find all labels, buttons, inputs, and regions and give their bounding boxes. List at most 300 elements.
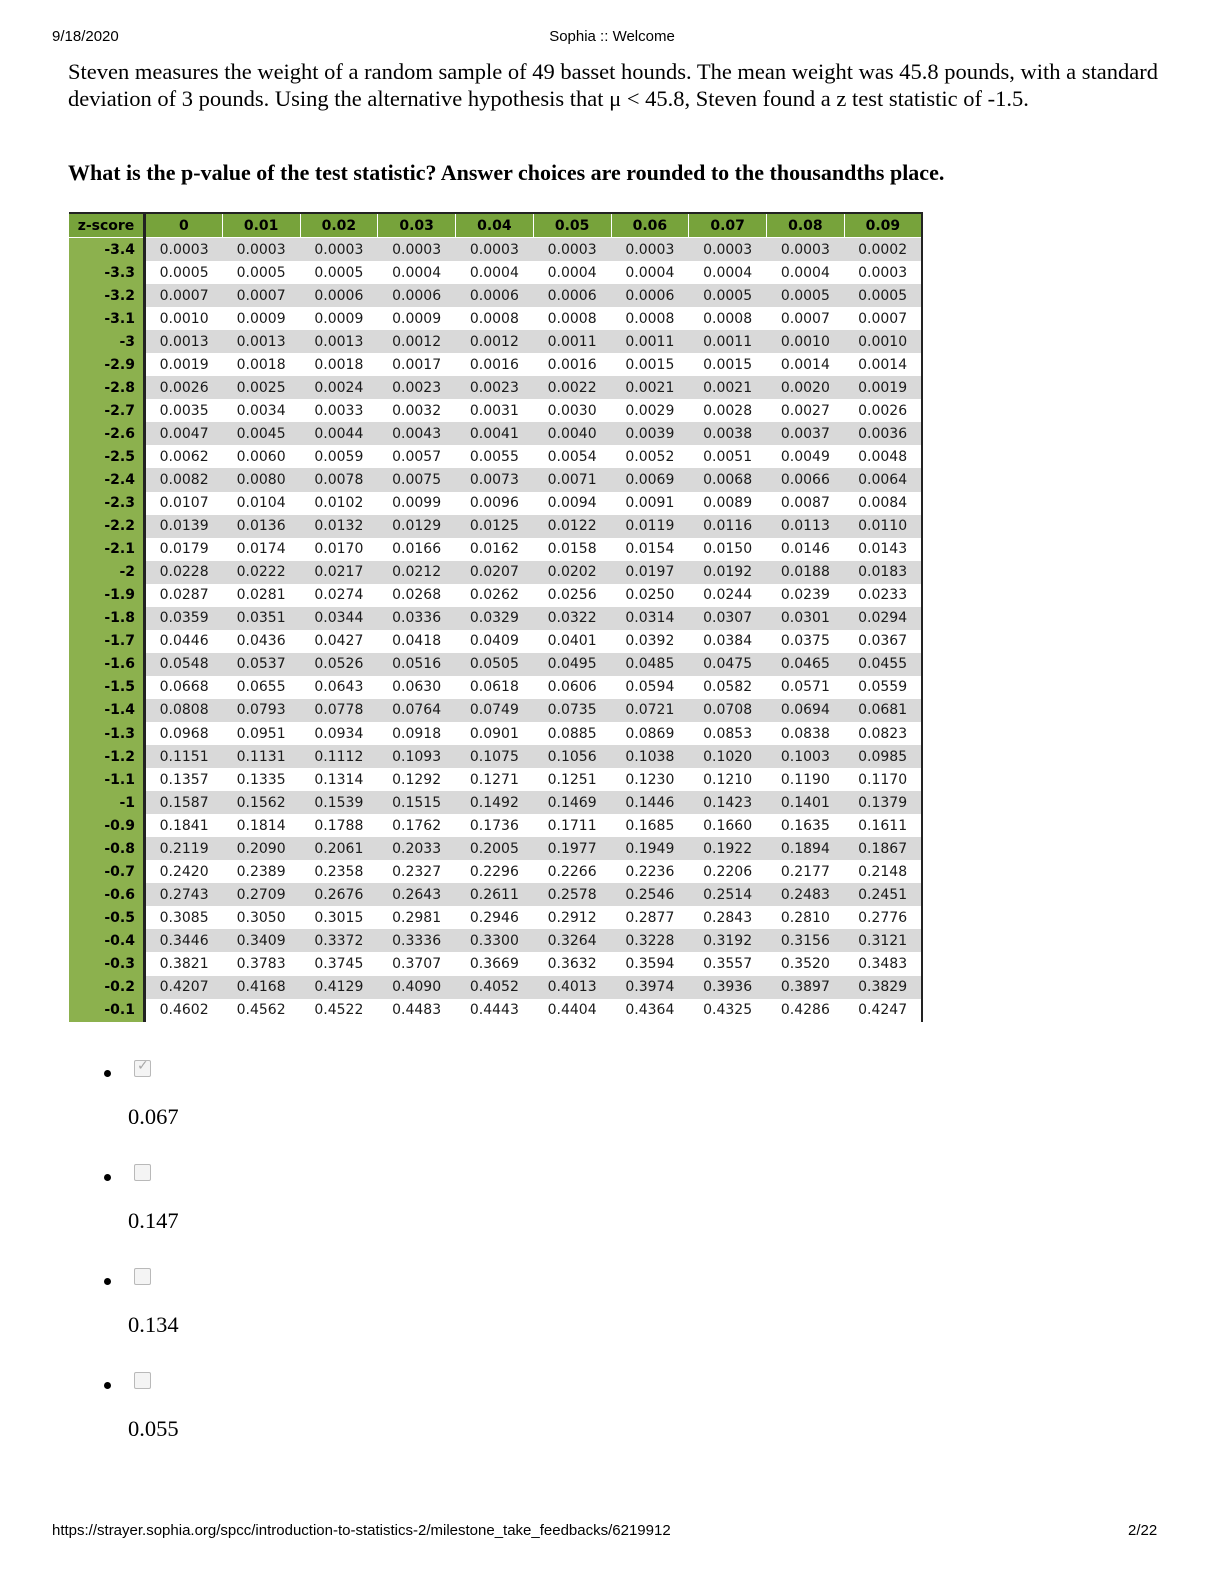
table-cell: 0.0228 xyxy=(145,561,223,584)
table-cell: 0.0015 xyxy=(689,353,767,376)
table-cell: 0.1762 xyxy=(378,814,456,837)
table-cell: 0.4404 xyxy=(533,999,611,1022)
table-cell: 0.0068 xyxy=(689,468,767,491)
table-cell: 0.0087 xyxy=(767,492,845,515)
table-cell: 0.0003 xyxy=(844,261,922,284)
table-cell: 0.3372 xyxy=(300,929,378,952)
table-cell: 0.0885 xyxy=(533,722,611,745)
table-cell: 0.0154 xyxy=(611,538,689,561)
table-cell: 0.0778 xyxy=(300,699,378,722)
table-cell: 0.0274 xyxy=(300,584,378,607)
row-header-zscore: -1 xyxy=(69,791,145,814)
table-cell: 0.0322 xyxy=(533,607,611,630)
table-cell: 0.2148 xyxy=(844,860,922,883)
table-cell: 0.3336 xyxy=(378,929,456,952)
table-cell: 0.3192 xyxy=(689,929,767,952)
table-cell: 0.0708 xyxy=(689,699,767,722)
table-cell: 0.1151 xyxy=(145,745,223,768)
table-cell: 0.0013 xyxy=(222,330,300,353)
row-header-zscore: -1.3 xyxy=(69,722,145,745)
table-cell: 0.0045 xyxy=(222,422,300,445)
table-cell: 0.0571 xyxy=(767,676,845,699)
table-cell: 0.0495 xyxy=(533,653,611,676)
print-date: 9/18/2020 xyxy=(52,28,119,45)
table-row xyxy=(69,584,922,607)
table-cell: 0.0031 xyxy=(456,399,534,422)
table-cell: 0.1660 xyxy=(689,814,767,837)
table-cell: 0.0024 xyxy=(300,376,378,399)
table-cell: 0.0004 xyxy=(611,261,689,284)
row-header-zscore: -2.8 xyxy=(69,376,145,399)
row-header-zscore: -1.4 xyxy=(69,699,145,722)
table-cell: 0.0968 xyxy=(145,722,223,745)
table-cell: 0.4443 xyxy=(456,999,534,1022)
table-cell: 0.0336 xyxy=(378,607,456,630)
table-cell: 0.0116 xyxy=(689,515,767,538)
table-cell: 0.1492 xyxy=(456,791,534,814)
row-header-zscore: -2 xyxy=(69,561,145,584)
table-cell: 0.0025 xyxy=(222,376,300,399)
table-cell: 0.0060 xyxy=(222,445,300,468)
table-cell: 0.2005 xyxy=(456,837,534,860)
table-cell: 0.4013 xyxy=(533,976,611,999)
table-cell: 0.0017 xyxy=(378,353,456,376)
row-header-zscore: -1.7 xyxy=(69,630,145,653)
table-cell: 0.0455 xyxy=(844,653,922,676)
table-cell: 0.1515 xyxy=(378,791,456,814)
table-cell: 0.0122 xyxy=(533,515,611,538)
table-cell: 0.0222 xyxy=(222,561,300,584)
table-cell: 0.0037 xyxy=(767,422,845,445)
table-cell: 0.4207 xyxy=(145,976,223,999)
table-cell: 0.0054 xyxy=(533,445,611,468)
table-cell: 0.1038 xyxy=(611,745,689,768)
table-cell: 0.0040 xyxy=(533,422,611,445)
table-cell: 0.0089 xyxy=(689,492,767,515)
table-cell: 0.0294 xyxy=(844,607,922,630)
table-cell: 0.0006 xyxy=(378,284,456,307)
table-cell: 0.2611 xyxy=(456,883,534,906)
table-cell: 0.0113 xyxy=(767,515,845,538)
table-cell: 0.0951 xyxy=(222,722,300,745)
table-cell: 0.0059 xyxy=(300,445,378,468)
table-cell: 0.0028 xyxy=(689,399,767,422)
table-cell: 0.0041 xyxy=(456,422,534,445)
row-header-zscore: -2.4 xyxy=(69,468,145,491)
table-cell: 0.0023 xyxy=(456,376,534,399)
table-cell: 0.0004 xyxy=(378,261,456,284)
answer-choice[interactable] xyxy=(100,1164,400,1254)
table-cell: 0.0003 xyxy=(222,238,300,262)
table-cell: 0.0179 xyxy=(145,538,223,561)
table-row xyxy=(69,906,922,929)
table-cell: 0.1170 xyxy=(844,768,922,791)
column-header: 0.07 xyxy=(689,213,767,238)
table-cell: 0.1020 xyxy=(689,745,767,768)
table-cell: 0.1894 xyxy=(767,837,845,860)
table-cell: 0.2236 xyxy=(611,860,689,883)
table-cell: 0.0150 xyxy=(689,538,767,561)
table-cell: 0.2451 xyxy=(844,883,922,906)
table-row xyxy=(69,883,922,906)
table-cell: 0.0032 xyxy=(378,399,456,422)
table-cell: 0.0409 xyxy=(456,630,534,653)
row-header-zscore: -3.1 xyxy=(69,307,145,330)
table-cell: 0.1788 xyxy=(300,814,378,837)
table-cell: 0.0268 xyxy=(378,584,456,607)
table-cell: 0.0008 xyxy=(533,307,611,330)
table-row xyxy=(69,791,922,814)
table-cell: 0.0901 xyxy=(456,722,534,745)
table-row xyxy=(69,330,922,353)
table-cell: 0.1112 xyxy=(300,745,378,768)
table-cell: 0.0764 xyxy=(378,699,456,722)
table-cell: 0.2389 xyxy=(222,860,300,883)
table-cell: 0.0005 xyxy=(844,284,922,307)
table-cell: 0.0020 xyxy=(767,376,845,399)
table-cell: 0.4602 xyxy=(145,999,223,1022)
table-cell: 0.0009 xyxy=(222,307,300,330)
table-cell: 0.4522 xyxy=(300,999,378,1022)
row-header-zscore: -0.9 xyxy=(69,814,145,837)
table-cell: 0.3936 xyxy=(689,976,767,999)
table-cell: 0.3594 xyxy=(611,952,689,975)
table-cell: 0.1587 xyxy=(145,791,223,814)
table-cell: 0.4286 xyxy=(767,999,845,1022)
table-cell: 0.0043 xyxy=(378,422,456,445)
table-cell: 0.0006 xyxy=(533,284,611,307)
table-cell: 0.0005 xyxy=(145,261,223,284)
table-cell: 0.0084 xyxy=(844,492,922,515)
table-cell: 0.1251 xyxy=(533,768,611,791)
table-header-row xyxy=(69,213,922,238)
table-cell: 0.3829 xyxy=(844,976,922,999)
table-cell: 0.0239 xyxy=(767,584,845,607)
row-header-zscore: -2.3 xyxy=(69,492,145,515)
table-cell: 0.3156 xyxy=(767,929,845,952)
table-cell: 0.1401 xyxy=(767,791,845,814)
table-cell: 0.1093 xyxy=(378,745,456,768)
table-cell: 0.0681 xyxy=(844,699,922,722)
table-cell: 0.0197 xyxy=(611,561,689,584)
table-cell: 0.1977 xyxy=(533,837,611,860)
table-cell: 0.2033 xyxy=(378,837,456,860)
checked-checkbox[interactable] xyxy=(134,1060,151,1077)
table-cell: 0.0082 xyxy=(145,468,223,491)
table-cell: 0.0011 xyxy=(533,330,611,353)
table-cell: 0.0080 xyxy=(222,468,300,491)
table-cell: 0.0047 xyxy=(145,422,223,445)
table-row xyxy=(69,376,922,399)
table-cell: 0.0019 xyxy=(844,376,922,399)
row-header-zscore: -3.4 xyxy=(69,238,145,262)
table-cell: 0.0003 xyxy=(767,238,845,262)
page-number: 2/22 xyxy=(1128,1522,1158,1539)
table-cell: 0.0170 xyxy=(300,538,378,561)
table-cell: 0.1922 xyxy=(689,837,767,860)
table-cell: 0.0030 xyxy=(533,399,611,422)
table-cell: 0.0006 xyxy=(300,284,378,307)
table-cell: 0.0174 xyxy=(222,538,300,561)
column-header: 0.01 xyxy=(222,213,300,238)
table-row xyxy=(69,814,922,837)
checkbox[interactable] xyxy=(134,1164,151,1181)
table-cell: 0.3632 xyxy=(533,952,611,975)
table-cell: 0.0026 xyxy=(844,399,922,422)
table-cell: 0.0594 xyxy=(611,676,689,699)
table-cell: 0.0035 xyxy=(145,399,223,422)
table-cell: 0.0004 xyxy=(767,261,845,284)
table-cell: 0.0143 xyxy=(844,538,922,561)
table-cell: 0.0004 xyxy=(456,261,534,284)
table-cell: 0.0078 xyxy=(300,468,378,491)
table-cell: 0.3409 xyxy=(222,929,300,952)
answer-choice[interactable] xyxy=(100,1372,400,1462)
row-header-zscore: -0.6 xyxy=(69,883,145,906)
table-cell: 0.0104 xyxy=(222,492,300,515)
table-cell: 0.0022 xyxy=(533,376,611,399)
row-header-zscore: -2.1 xyxy=(69,538,145,561)
answer-choice-label: 0.055 xyxy=(128,1416,179,1441)
table-cell: 0.0064 xyxy=(844,468,922,491)
table-cell: 0.0281 xyxy=(222,584,300,607)
table-cell: 0.3897 xyxy=(767,976,845,999)
table-cell: 0.0934 xyxy=(300,722,378,745)
table-cell: 0.1314 xyxy=(300,768,378,791)
table-cell: 0.0009 xyxy=(300,307,378,330)
table-cell: 0.0262 xyxy=(456,584,534,607)
table-cell: 0.1230 xyxy=(611,768,689,791)
table-cell: 0.4168 xyxy=(222,976,300,999)
table-cell: 0.1131 xyxy=(222,745,300,768)
table-cell: 0.2709 xyxy=(222,883,300,906)
table-cell: 0.0505 xyxy=(456,653,534,676)
table-cell: 0.0027 xyxy=(767,399,845,422)
table-cell: 0.1271 xyxy=(456,768,534,791)
table-cell: 0.3483 xyxy=(844,952,922,975)
table-row xyxy=(69,837,922,860)
table-cell: 0.0021 xyxy=(689,376,767,399)
table-cell: 0.0008 xyxy=(456,307,534,330)
row-header-zscore: -0.4 xyxy=(69,929,145,952)
table-cell: 0.1210 xyxy=(689,768,767,791)
row-header-zscore: -0.3 xyxy=(69,952,145,975)
table-cell: 0.3228 xyxy=(611,929,689,952)
table-cell: 0.0019 xyxy=(145,353,223,376)
table-cell: 0.1423 xyxy=(689,791,767,814)
table-row xyxy=(69,630,922,653)
column-header: 0.09 xyxy=(844,213,922,238)
table-row xyxy=(69,561,922,584)
table-row xyxy=(69,607,922,630)
table-cell: 0.2296 xyxy=(456,860,534,883)
table-cell: 0.2912 xyxy=(533,906,611,929)
checkbox[interactable] xyxy=(134,1372,151,1389)
table-cell: 0.0749 xyxy=(456,699,534,722)
table-cell: 0.0110 xyxy=(844,515,922,538)
table-cell: 0.0012 xyxy=(378,330,456,353)
table-cell: 0.0011 xyxy=(611,330,689,353)
column-header: 0.08 xyxy=(767,213,845,238)
table-cell: 0.0007 xyxy=(145,284,223,307)
table-cell: 0.1635 xyxy=(767,814,845,837)
table-cell: 0.0003 xyxy=(611,238,689,262)
table-cell: 0.1841 xyxy=(145,814,223,837)
table-cell: 0.4129 xyxy=(300,976,378,999)
table-cell: 0.2177 xyxy=(767,860,845,883)
table-cell: 0.1562 xyxy=(222,791,300,814)
table-cell: 0.0069 xyxy=(611,468,689,491)
table-row xyxy=(69,538,922,561)
table-cell: 0.0485 xyxy=(611,653,689,676)
column-header: 0.04 xyxy=(456,213,534,238)
table-cell: 0.0823 xyxy=(844,722,922,745)
table-cell: 0.0808 xyxy=(145,699,223,722)
table-cell: 0.0015 xyxy=(611,353,689,376)
table-row xyxy=(69,238,922,262)
table-cell: 0.3707 xyxy=(378,952,456,975)
table-cell: 0.0721 xyxy=(611,699,689,722)
table-cell: 0.1075 xyxy=(456,745,534,768)
z-score-table xyxy=(69,212,923,1022)
table-cell: 0.2676 xyxy=(300,883,378,906)
column-header-zscore: z-score xyxy=(69,213,145,238)
table-cell: 0.3264 xyxy=(533,929,611,952)
table-row xyxy=(69,261,922,284)
table-cell: 0.0735 xyxy=(533,699,611,722)
table-cell: 0.0139 xyxy=(145,515,223,538)
table-cell: 0.0465 xyxy=(767,653,845,676)
bullet-icon xyxy=(104,1070,111,1077)
table-cell: 0.0013 xyxy=(145,330,223,353)
table-cell: 0.2776 xyxy=(844,906,922,929)
table-cell: 0.2514 xyxy=(689,883,767,906)
table-cell: 0.0014 xyxy=(767,353,845,376)
table-cell: 0.0010 xyxy=(844,330,922,353)
table-cell: 0.0016 xyxy=(456,353,534,376)
table-cell: 0.3974 xyxy=(611,976,689,999)
table-cell: 0.2578 xyxy=(533,883,611,906)
table-cell: 0.0034 xyxy=(222,399,300,422)
table-row xyxy=(69,515,922,538)
table-row xyxy=(69,999,922,1022)
row-header-zscore: -3.2 xyxy=(69,284,145,307)
table-cell: 0.1446 xyxy=(611,791,689,814)
table-cell: 0.0010 xyxy=(145,307,223,330)
table-cell: 0.4364 xyxy=(611,999,689,1022)
row-header-zscore: -0.7 xyxy=(69,860,145,883)
table-cell: 0.0010 xyxy=(767,330,845,353)
answer-choice[interactable] xyxy=(100,1060,400,1150)
table-row xyxy=(69,699,922,722)
row-header-zscore: -1.9 xyxy=(69,584,145,607)
table-cell: 0.0359 xyxy=(145,607,223,630)
table-cell: 0.1685 xyxy=(611,814,689,837)
table-cell: 0.0007 xyxy=(844,307,922,330)
table-cell: 0.1539 xyxy=(300,791,378,814)
table-cell: 0.0643 xyxy=(300,676,378,699)
table-cell: 0.0006 xyxy=(456,284,534,307)
row-header-zscore: -2.5 xyxy=(69,445,145,468)
table-cell: 0.1335 xyxy=(222,768,300,791)
table-cell: 0.0005 xyxy=(767,284,845,307)
column-header: 0.03 xyxy=(378,213,456,238)
table-cell: 0.0008 xyxy=(611,307,689,330)
table-cell: 0.0244 xyxy=(689,584,767,607)
table-cell: 0.1949 xyxy=(611,837,689,860)
table-row xyxy=(69,492,922,515)
table-cell: 0.2327 xyxy=(378,860,456,883)
table-cell: 0.0094 xyxy=(533,492,611,515)
table-row xyxy=(69,722,922,745)
table-cell: 0.0307 xyxy=(689,607,767,630)
table-cell: 0.0256 xyxy=(533,584,611,607)
table-cell: 0.0436 xyxy=(222,630,300,653)
table-cell: 0.3557 xyxy=(689,952,767,975)
table-cell: 0.0048 xyxy=(844,445,922,468)
table-cell: 0.0005 xyxy=(222,261,300,284)
table-cell: 0.0668 xyxy=(145,676,223,699)
table-cell: 0.0018 xyxy=(300,353,378,376)
table-cell: 0.0207 xyxy=(456,561,534,584)
table-cell: 0.0062 xyxy=(145,445,223,468)
table-cell: 0.1357 xyxy=(145,768,223,791)
table-cell: 0.0057 xyxy=(378,445,456,468)
table-cell: 0.1736 xyxy=(456,814,534,837)
table-cell: 0.0853 xyxy=(689,722,767,745)
table-cell: 0.4562 xyxy=(222,999,300,1022)
checkbox[interactable] xyxy=(134,1268,151,1285)
table-cell: 0.0102 xyxy=(300,492,378,515)
row-header-zscore: -0.2 xyxy=(69,976,145,999)
table-cell: 0.2266 xyxy=(533,860,611,883)
row-header-zscore: -1.2 xyxy=(69,745,145,768)
table-cell: 0.0091 xyxy=(611,492,689,515)
table-row xyxy=(69,952,922,975)
table-cell: 0.0618 xyxy=(456,676,534,699)
table-cell: 0.1711 xyxy=(533,814,611,837)
table-cell: 0.0129 xyxy=(378,515,456,538)
table-cell: 0.0183 xyxy=(844,561,922,584)
column-header: 0 xyxy=(145,213,223,238)
table-cell: 0.1056 xyxy=(533,745,611,768)
table-cell: 0.3446 xyxy=(145,929,223,952)
row-header-zscore: -3 xyxy=(69,330,145,353)
table-cell: 0.0136 xyxy=(222,515,300,538)
table-cell: 0.0869 xyxy=(611,722,689,745)
table-cell: 0.0158 xyxy=(533,538,611,561)
table-cell: 0.0096 xyxy=(456,492,534,515)
table-row xyxy=(69,422,922,445)
table-cell: 0.0033 xyxy=(300,399,378,422)
page-url: https://strayer.sophia.org/spcc/introduction-to-statistics-2/milestone_take_feedbacks/6219912 xyxy=(52,1522,671,1539)
row-header-zscore: -3.3 xyxy=(69,261,145,284)
table-cell: 0.0055 xyxy=(456,445,534,468)
table-cell: 0.0023 xyxy=(378,376,456,399)
table-cell: 0.0029 xyxy=(611,399,689,422)
table-cell: 0.2843 xyxy=(689,906,767,929)
table-row xyxy=(69,860,922,883)
table-cell: 0.0119 xyxy=(611,515,689,538)
table-cell: 0.3520 xyxy=(767,952,845,975)
answer-choice[interactable] xyxy=(100,1268,400,1358)
row-header-zscore: -0.5 xyxy=(69,906,145,929)
table-cell: 0.0367 xyxy=(844,630,922,653)
table-cell: 0.0051 xyxy=(689,445,767,468)
table-cell: 0.3085 xyxy=(145,906,223,929)
table-cell: 0.3669 xyxy=(456,952,534,975)
table-cell: 0.0018 xyxy=(222,353,300,376)
